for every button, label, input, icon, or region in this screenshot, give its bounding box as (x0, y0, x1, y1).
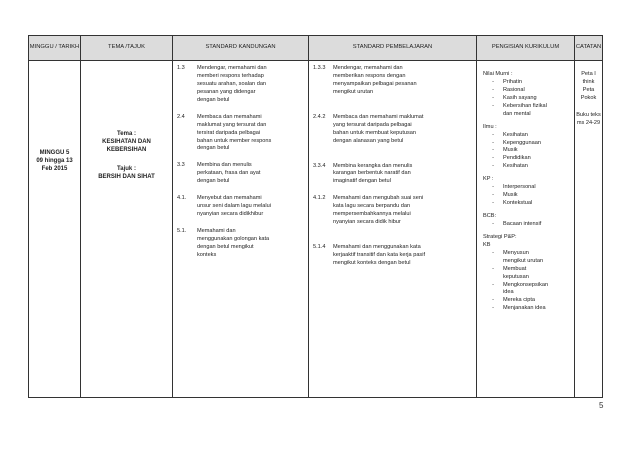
kurikulum-item-label (503, 155, 570, 163)
standard-text-line: nyanyian secara didik hibur (333, 219, 401, 226)
bullet-dash: - (492, 102, 494, 109)
standard-kandungan-cell (173, 61, 309, 398)
bullet-dash: - (492, 281, 494, 288)
standard-text (333, 65, 473, 97)
standard-code: 3.3 (177, 162, 185, 169)
bullet-dash: - (492, 163, 494, 170)
kurikulum-item (483, 79, 570, 87)
standard-text-line: kata lagu secara berpandu dan (333, 203, 411, 210)
kurikulum-item (483, 221, 570, 229)
kurikulum-item-line: mengikut urutan (503, 257, 544, 264)
kurikulum-item-label (503, 297, 570, 305)
kurikulum-item-line: Kesihatan (503, 163, 528, 170)
minggu-cell (29, 61, 81, 398)
kurikulum-item-label (503, 147, 570, 155)
kurikulum-item-line: Kesihatan (503, 131, 528, 138)
kurikulum-item-label (503, 132, 570, 140)
kurikulum-item (483, 305, 570, 313)
standard-text-line: memberikan respons dengan (333, 72, 406, 79)
standard-text-line: Mendengar, memahami dan (333, 65, 403, 71)
table-header-row (29, 36, 603, 61)
bullet-dash: - (492, 86, 494, 93)
kurikulum-item-line: Musik (503, 147, 518, 154)
header-pengisian-kurikulum: PENGISIAN KURIKULUM (477, 36, 575, 61)
kurikulum-heading: Ilmu : (483, 123, 497, 130)
kurikulum-item-line: dan mental (503, 110, 531, 117)
kurikulum-item-line: Kontekstual (503, 200, 533, 207)
kurikulum-item-label (503, 250, 570, 266)
standard-text (333, 163, 473, 187)
kurikulum-item-label (503, 163, 570, 171)
standard-entry (313, 195, 473, 227)
kurikulum-item-label (503, 95, 570, 103)
kurikulum-item (483, 95, 570, 103)
kurikulum-item-line: Prihatin (503, 78, 522, 85)
standard-text-line: bahan untuk membuat keputusan (333, 129, 417, 136)
kurikulum-item (483, 266, 570, 282)
standard-code: 5.1.4 (313, 244, 326, 251)
tema-cell (81, 61, 173, 398)
standard-kandungan-list (177, 65, 305, 260)
kurikulum-item-label (503, 192, 570, 200)
kurikulum-item-label (503, 200, 570, 208)
kurikulum-item-line: Musik (503, 192, 518, 199)
kurikulum-item-label (503, 305, 570, 313)
kurikulum-item (483, 200, 570, 208)
standard-text-line: mengikut urutan (333, 88, 374, 95)
kurikulum-item-label (503, 79, 570, 87)
kurikulum-heading: KP : (483, 176, 494, 183)
bullet-dash: - (492, 78, 494, 85)
standard-code: 1.3.3 (313, 65, 326, 71)
standard-text-line: bahan untuk member respons (197, 137, 272, 144)
kurikulum-item-line: idea (503, 289, 514, 296)
minggu-week: MINGGU 5 (39, 150, 70, 156)
standard-text-line: unsur seni dalam lagu melalui (197, 203, 272, 210)
standard-text-line: Menyebut dan memahami (197, 195, 262, 202)
standard-text-line: Mendengar, memahami dan (197, 65, 267, 71)
standard-entry (313, 163, 473, 187)
kurikulum-subheading: KB (483, 241, 491, 248)
tema-label: Tema : (117, 131, 136, 137)
kurikulum-item-line: Bacaan intensif (503, 220, 542, 227)
standard-entry (177, 114, 305, 154)
kurikulum-item-label (503, 282, 570, 298)
standard-text-line: dengan betul mengikut (197, 243, 254, 250)
bullet-dash: - (492, 184, 494, 191)
header-standard-pembelajaran: STANDARD PEMBELAJARAN (309, 36, 477, 61)
page-number: 5 (599, 401, 604, 410)
standard-text-line: dengan betul (197, 145, 230, 152)
bullet-dash: - (492, 155, 494, 162)
standard-text-line: karangan berbentuk naratif dan (333, 170, 411, 177)
bullet-dash: - (492, 192, 494, 199)
standard-code: 3.3.4 (313, 162, 326, 169)
standard-text-line: konteks (197, 251, 217, 258)
standard-entry (313, 114, 473, 146)
standard-code: 4.1. (177, 195, 187, 202)
standard-code: 1.3 (177, 65, 185, 71)
standard-text-line: maklumat yang tersurat dan (197, 121, 267, 128)
kurikulum-item-line: Kasih sayang (503, 94, 537, 101)
header-tema: TEMA /TAJUK (81, 36, 173, 61)
kurikulum-item-label (503, 221, 570, 229)
standard-text-line: mempersembahkannya melalui (333, 211, 411, 218)
standard-text-line: Memahami dan (197, 228, 236, 234)
kurikulum-item (483, 103, 570, 119)
standard-text-line: dengan betul (197, 96, 230, 103)
minggu-dates: 09 hingga 13 (36, 158, 73, 165)
minggu-year: Feb 2015 (41, 166, 68, 173)
bullet-dash: - (492, 297, 494, 304)
bullet-dash: - (492, 249, 494, 256)
kurikulum-item (483, 250, 570, 266)
kurikulum-item (483, 132, 570, 140)
bullet-dash: - (492, 131, 494, 138)
standard-entry (177, 162, 305, 186)
bullet-dash: - (492, 94, 494, 101)
standard-code: 5.1. (177, 228, 187, 234)
kurikulum-item-line: Menjanakan idea (503, 305, 546, 312)
standard-text-line: Membaca dan memahami (197, 113, 262, 120)
bullet-dash: - (492, 139, 494, 146)
kurikulum-item-line: Pendidikan (503, 155, 531, 162)
bullet-dash: - (492, 305, 494, 312)
standard-text-line: mengikut konteks dengan betul (333, 259, 411, 266)
standard-text-line: menggunakan golongan kata (197, 235, 270, 242)
standard-text-line: tersirat daripada pelbagai (197, 129, 261, 136)
standard-pembelajaran-list (313, 65, 473, 268)
kurikulum-item-line: Membuat (503, 265, 527, 272)
standard-text-line: Membina kerangka dan menulis (333, 162, 413, 169)
tajuk-value: BERSIH DAN SIHAT (98, 174, 155, 181)
standard-text-line: Memahami dan menggunakan kata (333, 244, 421, 251)
kurikulum-heading: Strategi P&P: (483, 233, 517, 240)
kurikulum-item-line: Kebersihan fizikal (503, 102, 547, 109)
pengisian-kurikulum-list (483, 71, 570, 313)
header-catatan: CATATAN (575, 36, 603, 61)
bullet-dash: - (492, 147, 494, 154)
kurikulum-item (483, 140, 570, 148)
standard-code: 4.1.2 (313, 195, 326, 202)
standard-entry (177, 195, 305, 219)
kurikulum-item (483, 87, 570, 95)
kurikulum-item (483, 184, 570, 192)
standard-entry (313, 244, 473, 268)
tajuk-label: Tajuk : (117, 166, 136, 173)
kurikulum-item (483, 155, 570, 163)
standard-text-line: nyanyian secara didikhibur (197, 211, 264, 218)
kurikulum-item-line: keputusan (503, 273, 529, 280)
standard-text (333, 195, 473, 227)
standard-text-line: dengan alanasan yang betul (333, 137, 404, 144)
standard-text (197, 228, 305, 260)
standard-text-line: perkataan, frasa dan ayat (197, 170, 261, 177)
kurikulum-item-label (503, 184, 570, 192)
standard-text-line: sesuatu arahan, soalan dan (197, 80, 267, 87)
catatan-line: ms 24-29 (576, 119, 601, 126)
kurikulum-item-label (503, 140, 570, 148)
kurikulum-item-label (503, 266, 570, 282)
kurikulum-item (483, 297, 570, 305)
standard-text-line: yang tersurat daripada pelbagai (333, 121, 412, 128)
bullet-dash: - (492, 200, 494, 207)
header-standard-kandungan: STANDARD KANDUNGAN (173, 36, 309, 61)
standard-text (333, 244, 473, 268)
standard-text (197, 162, 305, 186)
kurikulum-item-line: Rasional (503, 86, 525, 93)
kurikulum-item-line: Interpersonal (503, 184, 536, 191)
standard-code: 2.4 (177, 113, 185, 120)
standard-text (197, 195, 305, 219)
standard-text-line: Membaca dan memahami maklumat (333, 113, 424, 120)
kurikulum-item-line: Menyusun (503, 249, 529, 256)
kurikulum-item (483, 282, 570, 298)
standard-text-line: Memahami dan mengubah suai seni (333, 195, 424, 202)
standard-text-line: memberi respons terhadap (197, 72, 264, 79)
catatan-line: Buku teks (576, 111, 601, 118)
kurikulum-item (483, 163, 570, 171)
standard-text-line: dengan betul (197, 178, 230, 185)
tema-value: KESIHATAN DAN (102, 138, 151, 145)
standard-code: 2.4.2 (313, 113, 326, 120)
pengisian-kurikulum-cell (477, 61, 575, 398)
standard-text (197, 65, 305, 105)
catatan-line: Peta Pokok (580, 86, 597, 101)
bullet-dash: - (492, 220, 494, 227)
kurikulum-item-label (503, 103, 570, 119)
lesson-plan-table (28, 35, 603, 398)
standard-pembelajaran-cell (309, 61, 477, 398)
standard-text-line: kerjaaktif transitif dan kata kerja pasif (333, 252, 426, 258)
standard-text (333, 114, 473, 146)
kurikulum-item-line: Mengkonsepsikan (503, 281, 549, 288)
standard-entry (177, 228, 305, 260)
kurikulum-item-label (503, 87, 570, 95)
catatan-cell (575, 61, 603, 398)
standard-entry (313, 65, 473, 97)
standard-entry (177, 65, 305, 105)
kurikulum-heading: Nilai Murni : (483, 71, 513, 77)
standard-text-line: imaginatif dengan betul (333, 178, 391, 185)
kurikulum-item (483, 192, 570, 200)
standard-text-line: pesanan yang didengar (197, 88, 256, 95)
kurikulum-item-line: Kepenggunaan (503, 139, 541, 146)
tema-value: KEBERSIHAN (106, 146, 147, 153)
kurikulum-heading: BCB: (483, 213, 497, 219)
header-minggu: MINGGU / TARIKH (29, 36, 81, 61)
catatan-line: Peta I think (581, 71, 596, 85)
kurikulum-item (483, 147, 570, 155)
kurikulum-item-line: Mereka cipta (503, 297, 536, 304)
standard-text (197, 114, 305, 154)
standard-text-line: menyampaikan pelbagai pesanan (333, 80, 417, 87)
bullet-dash: - (492, 265, 494, 272)
table-row (29, 61, 603, 398)
standard-text-line: Membina dan menulis (197, 162, 252, 169)
